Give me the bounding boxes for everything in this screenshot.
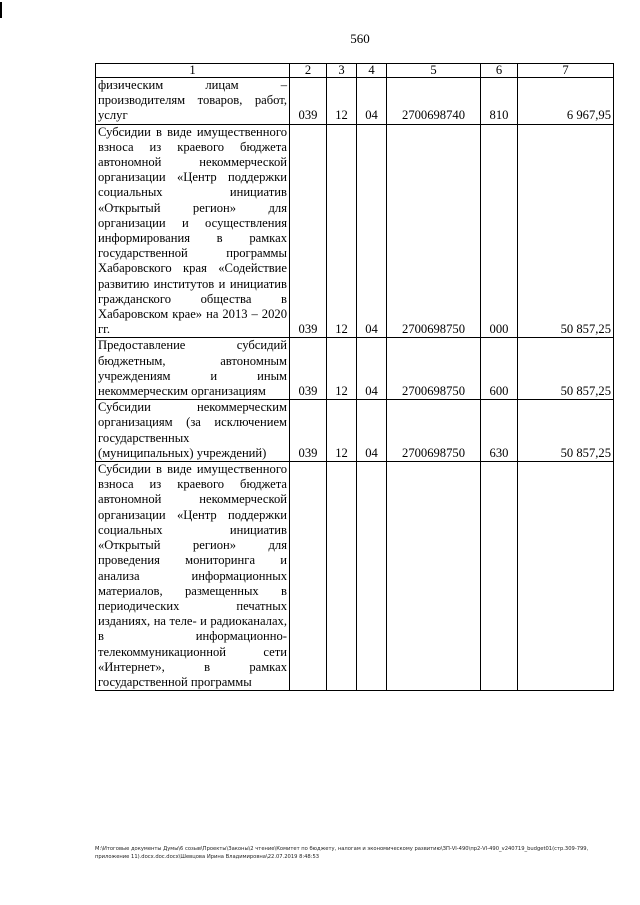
- column-number-row: [96, 64, 614, 78]
- column-number: 2: [290, 64, 327, 78]
- table-row: [96, 462, 614, 691]
- column-number: 1: [96, 64, 290, 78]
- target-article-code: [387, 462, 481, 691]
- target-article-code: 2700698740: [387, 78, 481, 125]
- expense-type-code: 630: [481, 400, 518, 462]
- ministry-code: [290, 462, 327, 691]
- column-number: 5: [387, 64, 481, 78]
- expense-type-code: 000: [481, 124, 518, 338]
- table-row: [96, 78, 614, 125]
- row-name: Субсидии в виде имущественного взноса из краевого бюджета автономной некоммерческой организации «Центр поддержки социальных инициатив «Открытый регион» для проведения мониторинга и анализа информационных материалов, размещенных в периодических печатных изданиях, на теле- и радиоканалах, в информационно-телекоммуникационной сети «Интернет», в рамках государственной программы: [96, 462, 290, 691]
- row-name: Субсидии в виде имущественного взноса из краевого бюджета автономной некоммерческой организации «Центр поддержки социальных инициатив «Открытый регион» для организации и осуществления информирования в рамках государственной программы Хабаровского края «Содействие развитию институтов и инициатив гражданского общества в Хабаровском крае» на 2013 – 2020 гг.: [96, 124, 290, 338]
- subsection-code: 04: [357, 400, 387, 462]
- expense-type-code: [481, 462, 518, 691]
- subsection-code: 04: [357, 124, 387, 338]
- file-path-footer: M:\Итоговые документы Думы\6 созыв\Проекты\Законы\2 чтение\Комитет по бюджету, налогам и экономическому развитию\ЗП-VI-490\пр2-VI-490_v240719_budget01(стр.309-799, приложение 11).docx.doc.docx\Шевцова Ирина Владимировна\22.07.2019 8:48:53: [95, 846, 589, 860]
- row-name: физическим лицам – производителям товаров, работ, услуг: [96, 78, 290, 125]
- amount: 50 857,25: [518, 124, 614, 338]
- ministry-code: 039: [290, 400, 327, 462]
- amount: 50 857,25: [518, 338, 614, 400]
- target-article-code: 2700698750: [387, 124, 481, 338]
- table-row: [96, 400, 614, 462]
- section-code: 12: [327, 400, 357, 462]
- subsection-code: 04: [357, 78, 387, 125]
- column-number: 3: [327, 64, 357, 78]
- amount: 6 967,95: [518, 78, 614, 125]
- target-article-code: 2700698750: [387, 400, 481, 462]
- column-number: 7: [518, 64, 614, 78]
- row-name: Субсидии некоммерческим организациям (за исключением государственных (муниципальных) учреждений): [96, 400, 290, 462]
- budget-table: [95, 63, 614, 691]
- column-number: 4: [357, 64, 387, 78]
- target-article-code: 2700698750: [387, 338, 481, 400]
- section-code: 12: [327, 124, 357, 338]
- table-row: [96, 124, 614, 338]
- subsection-code: [357, 462, 387, 691]
- scan-edge-mark: [0, 2, 2, 18]
- section-code: [327, 462, 357, 691]
- column-number: 6: [481, 64, 518, 78]
- row-name: Предоставление субсидий бюджетным, автономным учреждениям и иным некоммерческим организациям: [96, 338, 290, 400]
- amount: [518, 462, 614, 691]
- ministry-code: 039: [290, 338, 327, 400]
- ministry-code: 039: [290, 124, 327, 338]
- amount: 50 857,25: [518, 400, 614, 462]
- subsection-code: 04: [357, 338, 387, 400]
- expense-type-code: 810: [481, 78, 518, 125]
- ministry-code: 039: [290, 78, 327, 125]
- table-row: [96, 338, 614, 400]
- page-number: 560: [350, 31, 370, 46]
- section-code: 12: [327, 338, 357, 400]
- expense-type-code: 600: [481, 338, 518, 400]
- section-code: 12: [327, 78, 357, 125]
